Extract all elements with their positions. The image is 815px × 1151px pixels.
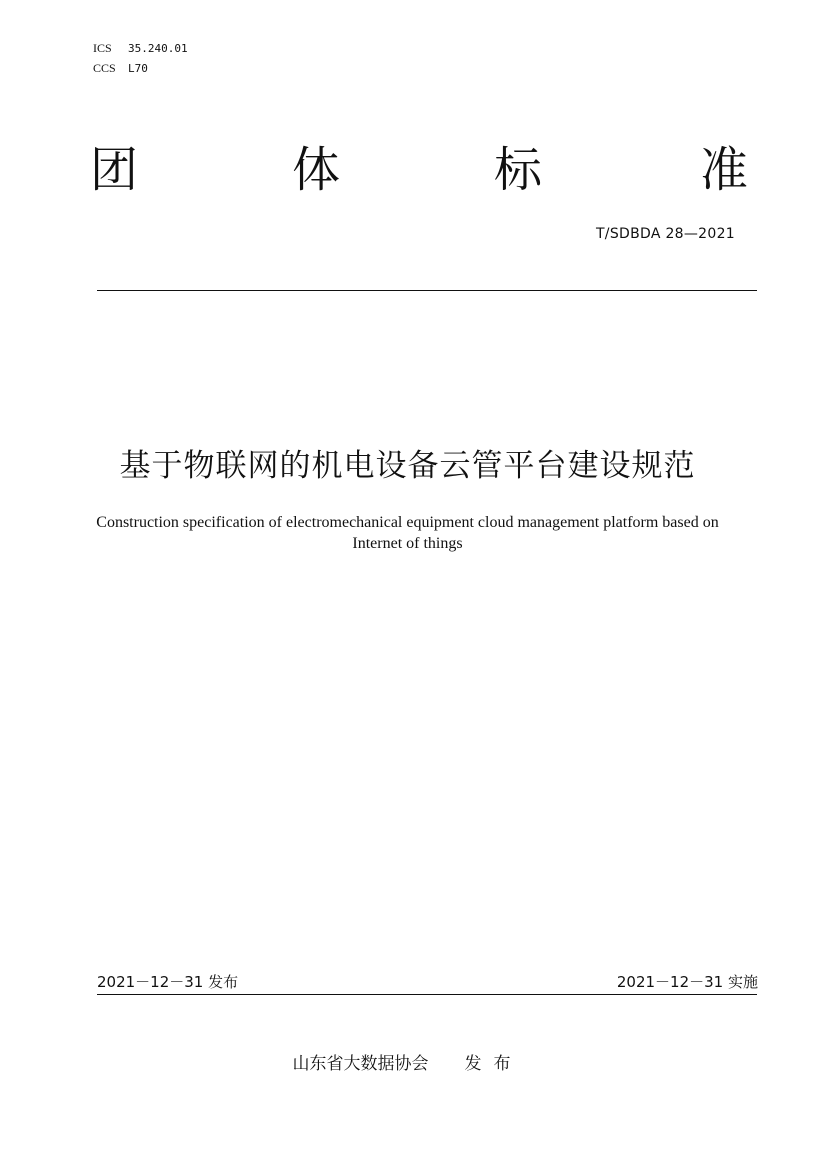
ics-label: ICS	[93, 41, 112, 55]
standard-code: T/SDBDA 28—2021	[595, 226, 735, 242]
category-char-2: 体	[292, 142, 341, 198]
ics-code	[93, 40, 188, 57]
document-title-zh: 基于物联网的机电设备云管平台建设规范	[119, 448, 696, 484]
ccs-value: L70	[128, 62, 148, 75]
category-char-4: 准	[700, 142, 749, 198]
publisher-action: 发布	[464, 1054, 523, 1074]
ics-value: 35.240.01	[128, 42, 188, 55]
publisher-name: 山东省大数据协会	[292, 1054, 429, 1074]
ccs-code	[93, 60, 148, 77]
footer-divider	[97, 994, 757, 995]
category-char-1: 团	[90, 142, 139, 198]
publisher-line	[0, 1052, 815, 1076]
document-title-en: Construction specification of electromechanical equipment cloud management platform based on Internet of things	[96, 514, 719, 552]
publish-date: 2021－12－31 发布	[97, 973, 239, 991]
header-divider	[97, 290, 757, 291]
implement-date: 2021－12－31 实施	[616, 973, 758, 991]
ccs-label: CCS	[93, 61, 116, 75]
category-char-3: 标	[494, 142, 543, 198]
